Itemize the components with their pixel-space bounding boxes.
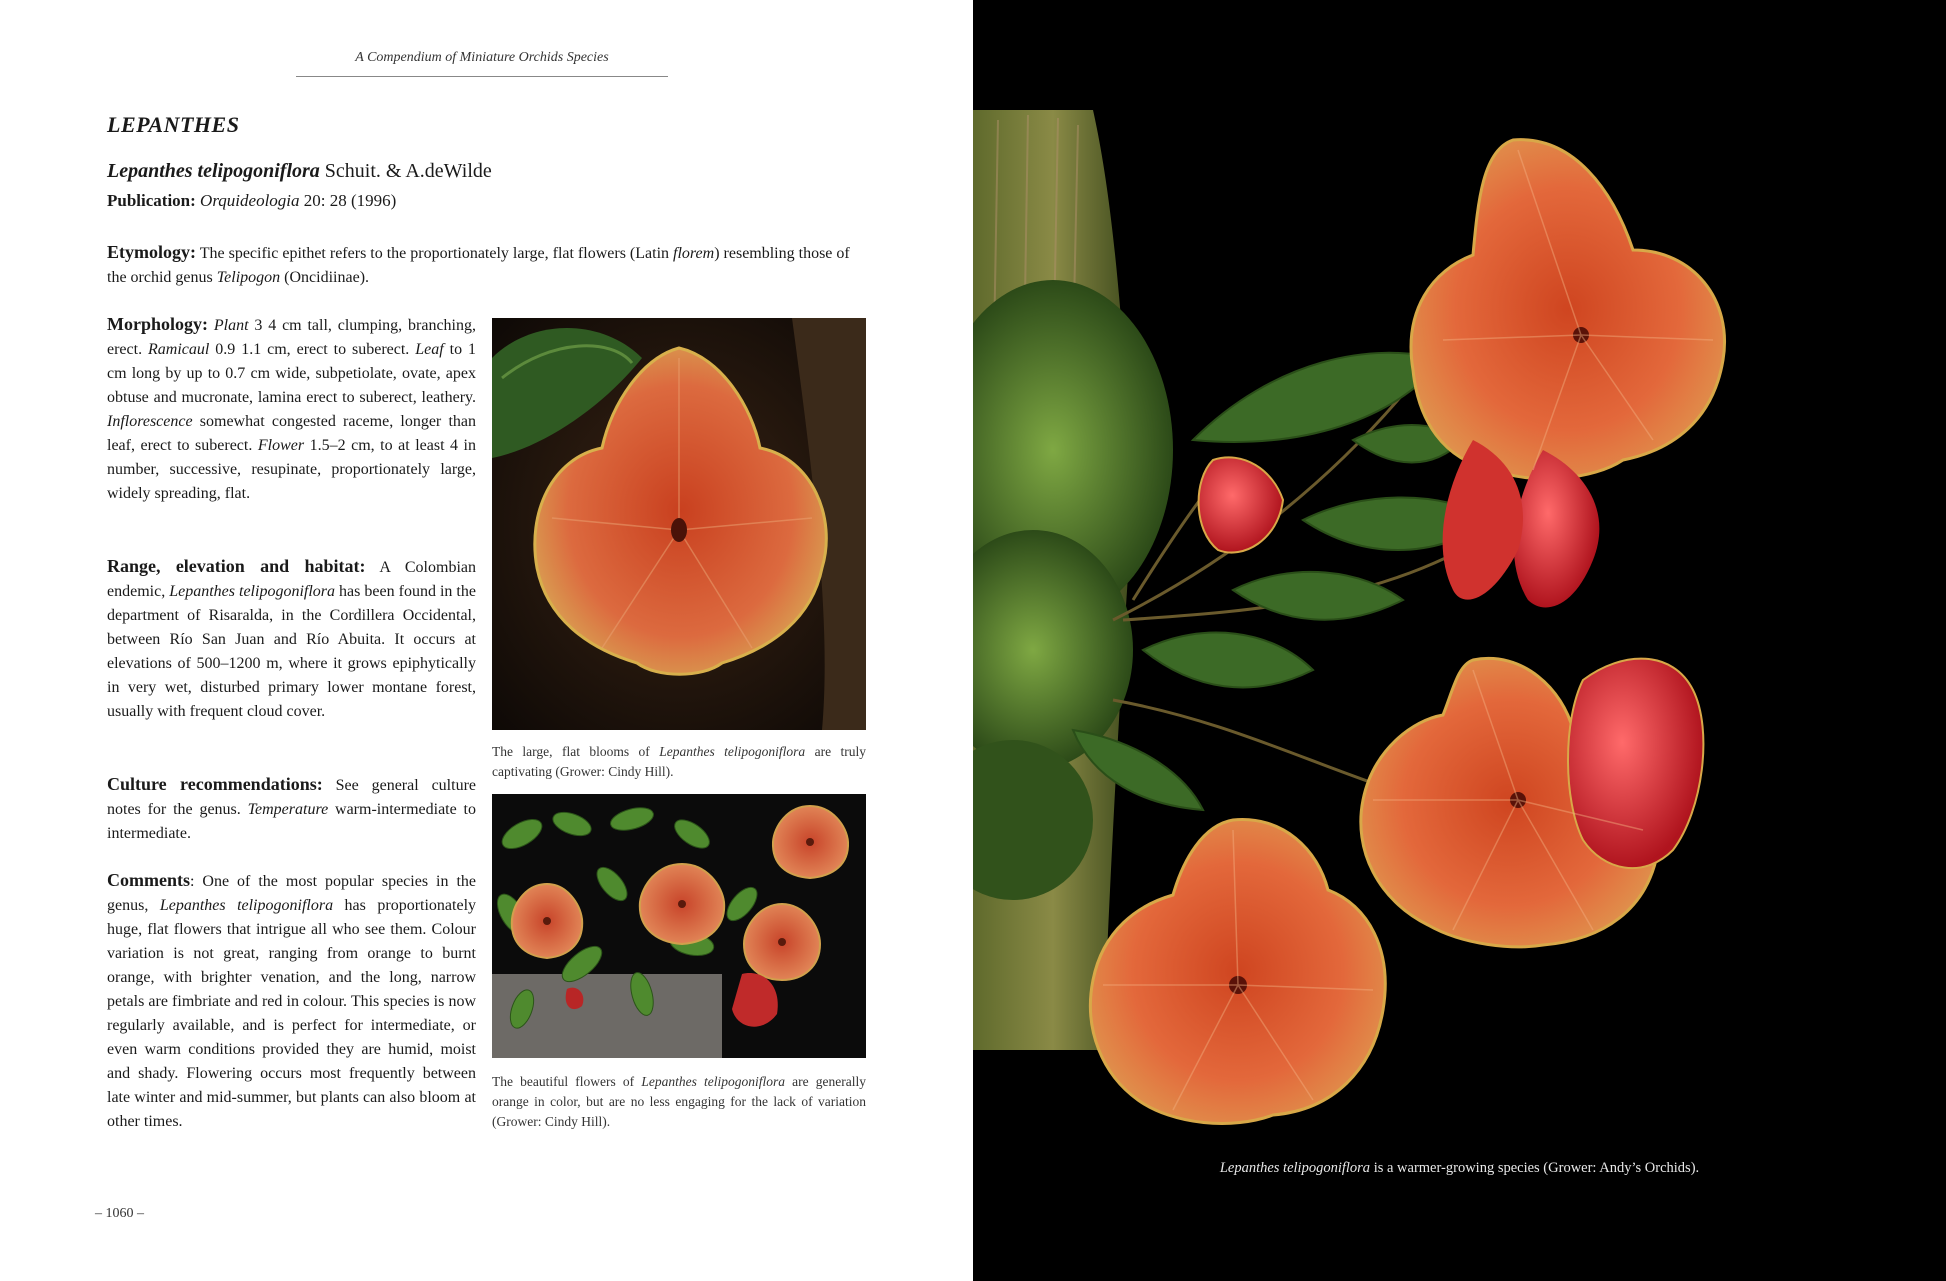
morph-text: 3 4 cm tall, clumping, branching, erect. <box>107 317 477 358</box>
range-text: has been found in the department of Risaralda, in the Cordillera Occidental, between Río San Juan and Río Abuita. It occurs at elevations of 500–1200 m, where it grows epiphytically in very wet, disturbed primary lower montane forest, usually with frequent cloud cover. <box>107 583 476 720</box>
culture-label: Culture recommendations: <box>107 774 323 794</box>
comments-paragraph <box>107 868 476 1134</box>
morph-term: Plant <box>213 317 249 334</box>
morph-text: to 1 cm long by up to 0.7 cm wide, subpetiolate, ovate, apex obtuse and mucronate, lamina erect to suberect, leathery. <box>107 341 477 406</box>
morph-term: Ramicaul <box>148 341 210 358</box>
photo-plant-clump <box>492 794 866 1058</box>
flower-closeup-image <box>492 318 866 730</box>
page-number: – 1060 – <box>95 1206 144 1221</box>
photo2-caption <box>492 1072 866 1132</box>
morph-text: 0.9 1.1 cm, erect to suberect. <box>209 341 416 358</box>
plant-clump-image <box>492 794 866 1058</box>
morphology-paragraph <box>107 312 476 506</box>
culture-term: Temperature <box>247 801 329 818</box>
culture-text: See general culture notes for the genus. <box>107 777 476 818</box>
culture-text: warm-intermediate to intermediate. <box>107 801 476 842</box>
right-page <box>973 0 1946 1281</box>
etymology-paragraph <box>107 240 867 290</box>
range-label: Range, elevation and habitat: <box>107 556 366 576</box>
morph-term: Leaf <box>415 341 444 358</box>
morph-term: Flower <box>257 437 305 454</box>
caption-species: Lepanthes telipogoniflora <box>641 1074 785 1089</box>
caption-species: Lepanthes telipogoniflora <box>1219 1160 1371 1176</box>
culture-paragraph <box>107 772 476 846</box>
publication-label: Publication: <box>107 191 196 210</box>
publication-journal: Orquideologia <box>200 191 300 210</box>
caption-text: are generally orange in color, but are no less engaging for the lack of variation (Grower: Cindy Hill). <box>492 1074 866 1129</box>
genus-heading: LEPANTHES <box>107 112 240 137</box>
species-title <box>107 160 492 183</box>
caption-text: is a warmer-growing species (Grower: Andy’s Orchids). <box>1370 1160 1700 1176</box>
morph-term: Inflorescence <box>107 413 193 430</box>
running-header: A Compendium of Miniature Orchids Species <box>296 50 668 77</box>
comments-text: has proportionately huge, flat flowers that intrigue all who see them. Colour variation is not great, ranging from orange to burnt orange, with brighter venation, and the long, narrow petals are fimbriate and red in colour. This species is now regularly available, and is perfect for intermediate, or even warm conditions provided they are humid, moist and shady. Flowering occurs most frequently between late winter and mid-summer, but plants can also bloom at other times. <box>107 897 477 1130</box>
morph-text: somewhat congested raceme, longer than leaf, erect to suberect. <box>107 413 476 454</box>
range-text: A Colombian endemic, <box>107 559 476 600</box>
comments-text: : One of the most popular species in the genus, <box>107 873 476 914</box>
photo-single-flower <box>492 318 866 730</box>
full-page-caption <box>973 1160 1946 1177</box>
morph-text: 1.5–2 cm, to at least 4 in number, successive, resupinate, proportionately large, widely spreading, flat. <box>107 437 476 502</box>
range-paragraph <box>107 554 476 724</box>
etymology-genus: Telipogon <box>216 269 281 286</box>
range-species: Lepanthes telipogoniflora <box>169 583 336 600</box>
comments-label: Comments <box>107 870 190 890</box>
caption-text: are truly captivating (Grower: Cindy Hill). <box>492 744 867 779</box>
etymology-label: Etymology: <box>107 242 196 262</box>
publication-line <box>107 191 396 211</box>
etymology-text: (Oncidiinae). <box>280 269 370 286</box>
etymology-text: ) resembling those of the orchid genus <box>107 245 850 286</box>
caption-text: The large, flat blooms of <box>492 744 660 759</box>
species-name: Lepanthes telipogoniflora <box>107 160 320 182</box>
species-author: Schuit. & A.deWilde <box>319 160 492 182</box>
morphology-label: Morphology: <box>107 314 208 334</box>
publication-ref: 20: 28 (1996) <box>299 191 397 210</box>
comments-species: Lepanthes telipogoniflora <box>159 897 334 914</box>
photo1-caption <box>492 742 866 782</box>
etymology-latin: florem <box>673 245 715 262</box>
caption-text: The beautiful flowers of <box>492 1074 642 1089</box>
etymology-text: The specific epithet refers to the proportionately large, flat flowers (Latin <box>196 245 674 262</box>
full-page-orchid-photo <box>973 0 1946 1281</box>
caption-species: Lepanthes telipogoniflora <box>659 744 806 759</box>
